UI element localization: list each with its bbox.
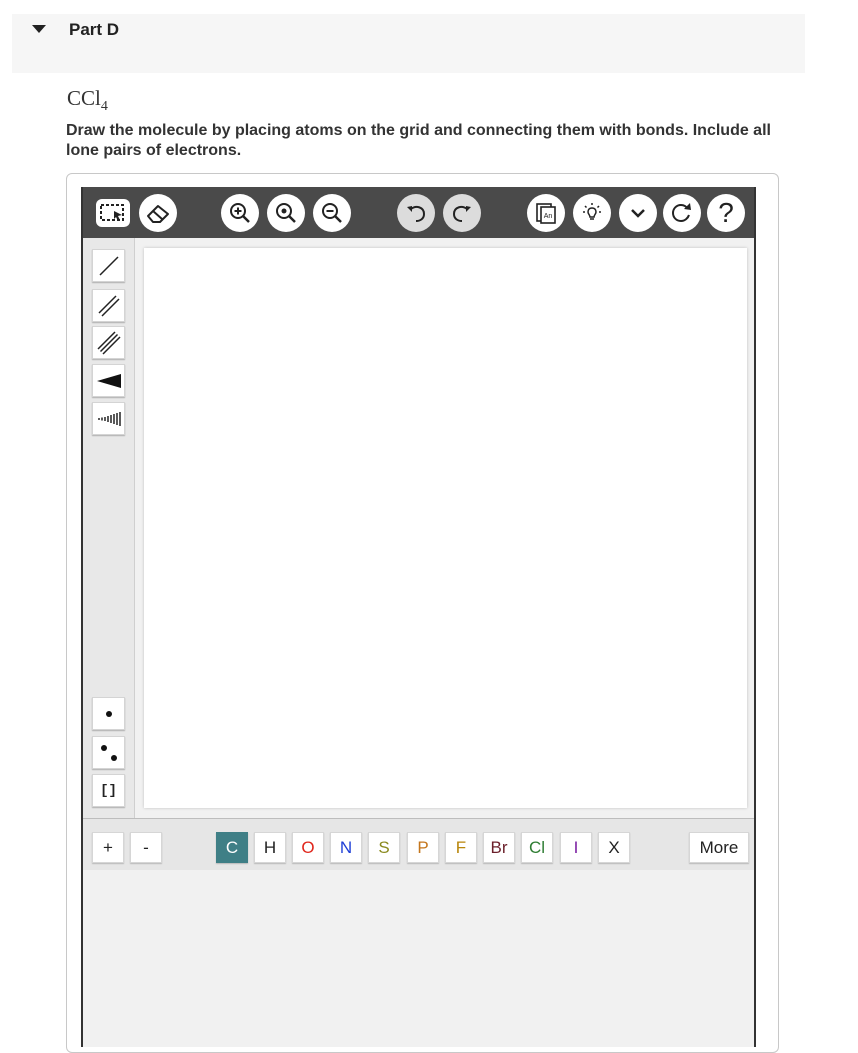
lone-pair-icon xyxy=(98,742,120,764)
lightbulb-icon xyxy=(580,201,604,225)
editor-toolbar xyxy=(83,187,754,238)
select-tool-button[interactable] xyxy=(93,194,133,232)
part-header[interactable] xyxy=(12,14,805,73)
formula-main: CCl xyxy=(67,86,101,110)
templates-icon xyxy=(534,201,558,225)
collapse-triangle-icon[interactable] xyxy=(32,25,46,33)
atom-button-x[interactable]: X xyxy=(598,832,630,863)
redo-icon xyxy=(450,202,474,224)
double-bond-icon xyxy=(97,294,121,318)
atom-button-cl[interactable]: Cl xyxy=(521,832,553,863)
molecule-editor xyxy=(81,187,756,1047)
triple-bond-button[interactable] xyxy=(92,326,125,359)
atom-button-c[interactable]: C xyxy=(216,832,248,863)
atom-button-i[interactable]: I xyxy=(560,832,592,863)
help-button[interactable] xyxy=(707,194,745,232)
help-icon: ? xyxy=(718,197,734,228)
redo-button[interactable] xyxy=(443,194,481,232)
lone-pair-button[interactable] xyxy=(92,736,125,769)
instructions: Draw the molecule by placing atoms on the grid and connecting them with bonds. Include all lone pairs of electrons. xyxy=(66,122,771,159)
atom-button-s[interactable]: S xyxy=(368,832,400,863)
more-options-button[interactable] xyxy=(619,194,657,232)
bond-tool-panel xyxy=(83,238,135,818)
zoom-out-button[interactable] xyxy=(313,194,351,232)
zoom-reset-button[interactable] xyxy=(267,194,305,232)
chevron-down-icon xyxy=(628,203,648,223)
wedge-bond-icon xyxy=(96,371,122,391)
atom-button-br[interactable]: Br xyxy=(483,832,515,863)
marquee-select-icon xyxy=(95,198,131,228)
part-title: Part D xyxy=(69,20,120,39)
atom-button-o[interactable]: O xyxy=(292,832,324,863)
hash-bond-button[interactable] xyxy=(92,402,125,435)
refresh-icon xyxy=(669,201,695,225)
zoom-reset-icon xyxy=(274,201,298,225)
zoom-in-icon xyxy=(228,201,252,225)
undo-button[interactable] xyxy=(397,194,435,232)
wedge-bond-button[interactable] xyxy=(92,364,125,397)
zoom-out-icon xyxy=(320,201,344,225)
bracket-button[interactable] xyxy=(92,774,125,807)
negative-charge-button[interactable]: - xyxy=(130,832,162,863)
positive-charge-button[interactable]: + xyxy=(92,832,124,863)
more-atoms-button[interactable]: More xyxy=(689,832,749,863)
atom-button-n[interactable]: N xyxy=(330,832,362,863)
bracket-icon: [] xyxy=(100,782,117,799)
reset-button[interactable] xyxy=(663,194,701,232)
single-electron-icon xyxy=(99,704,119,724)
radical-button[interactable] xyxy=(92,697,125,730)
atom-toolbar xyxy=(83,818,754,870)
zoom-in-button[interactable] xyxy=(221,194,259,232)
formula-subscript: 4 xyxy=(100,99,108,115)
eraser-icon xyxy=(145,202,171,224)
svg-text:An: An xyxy=(543,213,553,220)
molecule-formula xyxy=(67,86,108,115)
drawing-canvas[interactable] xyxy=(144,248,747,808)
eraser-tool-button[interactable] xyxy=(139,194,177,232)
hint-button[interactable] xyxy=(573,194,611,232)
templates-button[interactable] xyxy=(527,194,565,232)
hash-bond-icon xyxy=(96,409,122,429)
single-bond-button[interactable] xyxy=(92,249,125,282)
undo-icon xyxy=(404,202,428,224)
atom-button-p[interactable]: P xyxy=(407,832,439,863)
atom-button-f[interactable]: F xyxy=(445,832,477,863)
double-bond-button[interactable] xyxy=(92,289,125,322)
single-bond-icon xyxy=(97,254,121,278)
triple-bond-icon xyxy=(97,331,121,355)
atom-button-h[interactable]: H xyxy=(254,832,286,863)
